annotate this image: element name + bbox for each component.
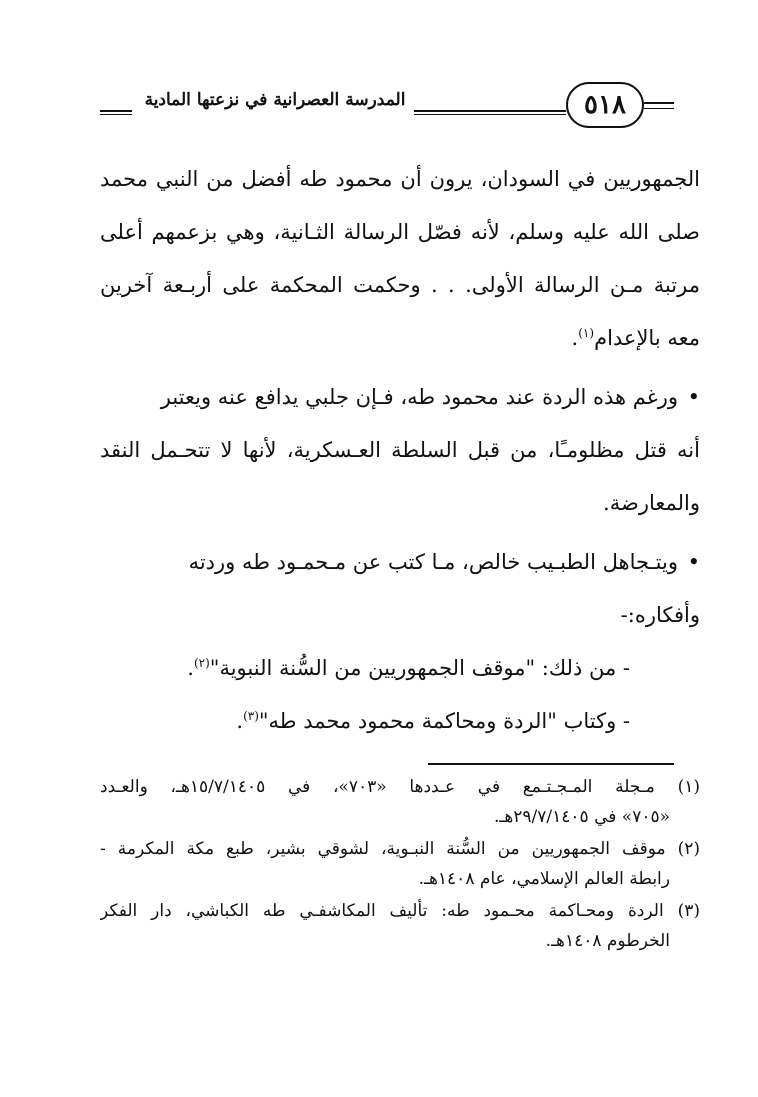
text-line [100,536,700,589]
header-rule-left-bottom [100,114,132,115]
text-line [100,312,700,365]
main-text [100,153,700,748]
footnote-line: «٧٠٥» في ٢٩/٧/١٤٠٥هـ. [493,807,670,827]
header-rule-middle-bottom [414,114,566,115]
text-line: صلى الله عليه وسلم، لأنه فصّل الرسالة الثـانية، وهي بزعمهم أعلى [100,220,700,244]
header-rule-right-bottom [644,108,674,109]
footnote-3 [100,896,700,956]
header-rule-right-top [644,102,674,104]
bullet-marker: • [687,385,700,409]
text-line: الجمهوريين في السودان، يرون أن محمود طه أفضل من النبي محمد [100,167,700,191]
text-line: والمعارضة. [603,491,700,515]
sentence-end: . [187,656,194,680]
footnote-2 [100,834,700,894]
paragraph-3 [100,536,700,642]
footnote-line: الخرطوم ١٤٠٨هـ. [545,931,670,951]
text-line: أنه قتل مظلومـًا، من قبل السلطة العـسكرية، لأنها لا تتحـمل النقد [100,438,700,462]
paragraph-2 [100,371,700,530]
footnotes [100,772,700,956]
text-line [100,371,700,424]
footnote-line: (٢) موقف الجمهوريين من السُّنة النبـوية، لشوقي بشير، طبع مكة المكرمة - [100,839,700,859]
text-segment: معه بالإعدام [594,326,700,350]
footnote-ref-3: (٣) [243,709,259,723]
bullet-marker: • [687,550,700,574]
page-header [0,0,758,140]
sentence-end: . [236,709,244,733]
text-line: وأفكاره:- [620,603,700,627]
footnote-1 [100,772,700,832]
footnote-line: (١) مـجلة المـجـتـمع في عـددها «٧٠٣»، في ١٥/٧/١٤٠٥هـ، والعـدد [100,777,700,797]
footnote-line: رابطة العالم الإسلامي، عام ١٤٠٨هـ. [418,869,670,889]
sentence-end: . [571,326,579,350]
page-number: ٥١٨ [566,82,644,128]
text-line [100,642,700,695]
list-item-2 [100,695,700,748]
text-line [100,695,700,748]
footnote-line: (٣) الردة ومحـاكمة محـمود طه: تأليف المكاشفـي طه الكباشي، دار الفكر [100,901,700,921]
text-segment: - من ذلك: "موقف الجمهوريين من السُّنة النبوية" [209,656,630,680]
text-line: مرتبة مـن الرسالة الأولى. . . وحكمت المحكمة على أربـعة آخرين [100,273,700,297]
list-item-1 [100,642,700,695]
header-rule-left-top [100,110,132,112]
header-rule-middle-top [414,110,566,112]
text-segment: ورغم هذه الردة عند محمود طه، فـإن جلبي يدافع عنه ويعتبر [160,385,678,409]
footnote-ref-2: (٢) [193,656,210,670]
paragraph-1 [100,153,700,365]
text-segment: ويتـجاهل الطبـيب خالص، مـا كتب عن مـحمـود طه وردته [188,550,678,574]
footnote-ref-1: (١) [578,326,595,340]
running-title: المدرسة العصرانية في نزعتها المادية [144,90,406,110]
text-segment: - وكتاب "الردة ومحاكمة محمود محمد طه" [258,709,630,733]
footnote-separator [428,763,674,765]
